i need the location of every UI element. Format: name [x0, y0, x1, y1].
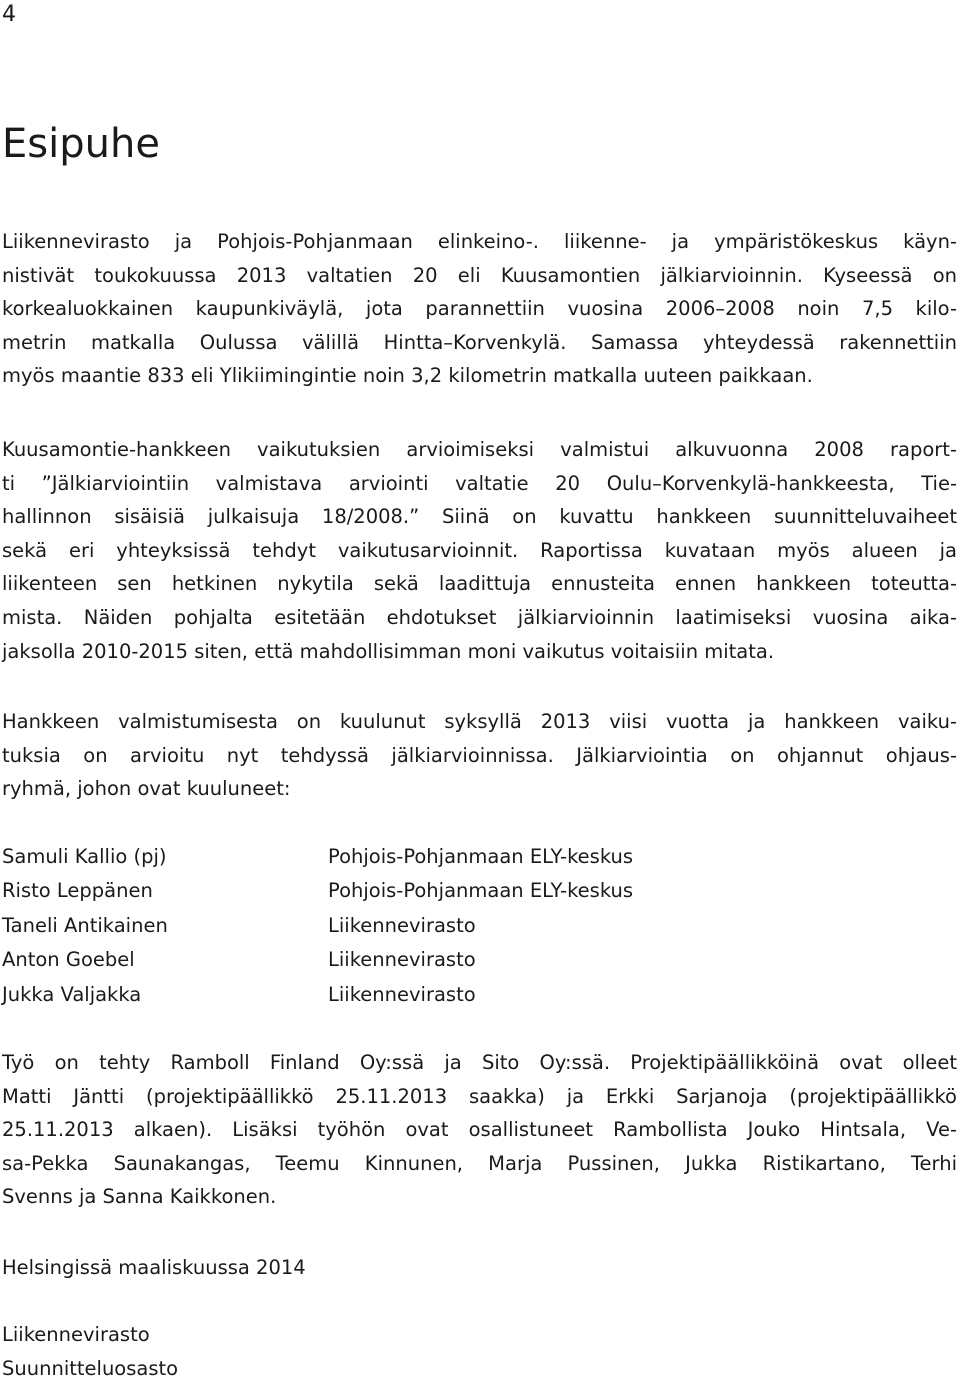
- text-line: jaksolla 2010-2015 siten, että mahdollisimman moni vaikutus voitaisiin mitata.: [2, 639, 775, 663]
- text-line: metrin matkalla Oulussa välillä Hintta–Korvenkylä. Samassa yhteydessä rakennettiin: [2, 330, 957, 354]
- text-line: sekä eri yhteyksissä tehdyt vaikutusarvioinnit. Raportissa kuvataan myös alueen ja: [2, 538, 957, 562]
- text-line: mista. Näiden pohjalta esitetään ehdotukset jälkiarvioinnin laatimiseksi vuosina aika-: [2, 605, 957, 629]
- text-line: Liikennevirasto ja Pohjois-Pohjanmaan elinkeino-. liikenne- ja ympäristökeskus käyn-: [2, 230, 957, 253]
- paragraph-report: [2, 433, 957, 668]
- text-line: sa-Pekka Saunakangas, Teemu Kinnunen, Marja Pussinen, Jukka Ristikartano, Terhi: [2, 1151, 957, 1175]
- paragraph-intro: [2, 225, 957, 393]
- text-line: Matti Jäntti (projektipäällikkö 25.11.2013 saakka) ja Erkki Sarjanoja (projektipäällikkö: [2, 1084, 957, 1108]
- paragraph-steering-group: [2, 705, 957, 806]
- page-number: 4: [2, 2, 16, 27]
- text-line: Svenns ja Sanna Kaikkonen.: [2, 1185, 277, 1209]
- text-line: ryhmä, johon ovat kuuluneet:: [2, 777, 291, 801]
- member-name: Jukka Valjakka: [2, 982, 142, 1006]
- member-name: Samuli Kallio (pj): [2, 845, 167, 868]
- member-organization: Liikennevirasto: [328, 948, 476, 972]
- steering-group-list: [2, 840, 957, 1012]
- place-date: Helsingissä maaliskuussa 2014: [2, 1256, 306, 1279]
- list-item: [2, 909, 957, 943]
- text-line: Työ on tehty Ramboll Finland Oy:ssä ja Sito Oy:ssä. Projektipäällikköinä ovat olleet: [2, 1051, 957, 1074]
- member-organization: Pohjois-Pohjanmaan ELY-keskus: [328, 879, 634, 903]
- signature-department: Suunnitteluosasto: [2, 1357, 179, 1380]
- member-name: Taneli Antikainen: [2, 913, 168, 937]
- member-name: Risto Leppänen: [2, 879, 153, 903]
- member-organization: Liikennevirasto: [328, 982, 476, 1006]
- text-line: Hankkeen valmistumisesta on kuulunut syksyllä 2013 viisi vuotta ja hankkeen vaiku-: [2, 710, 957, 733]
- text-line: liikenteen sen hetkinen nykytila sekä laadittuja ennusteita ennen hankkeen toteutta-: [2, 572, 957, 596]
- page-title: Esipuhe: [2, 121, 160, 167]
- signature-organization: Liikennevirasto: [2, 1323, 150, 1346]
- list-item: [2, 874, 957, 908]
- member-name: Anton Goebel: [2, 948, 135, 972]
- text-line: tuksia on arvioitu nyt tehdyssä jälkiarvioinnissa. Jälkiarviointia on ohjannut ohjaus-: [2, 743, 957, 767]
- text-line: 25.11.2013 alkaen). Lisäksi työhön ovat osallistuneet Rambollista Jouko Hintsala, Ve-: [2, 1118, 957, 1142]
- list-item: [2, 840, 957, 874]
- text-line: hallinnon sisäisiä julkaisuja 18/2008.” Siinä on kuvattu hankkeen suunnitteluvaiheet: [2, 505, 957, 529]
- text-line: ti ”Jälkiarviointiin valmistava arviointi valtatie 20 Oulu–Korvenkylä-hankkeesta, Tie-: [2, 471, 957, 495]
- list-item: [2, 943, 957, 977]
- text-line: myös maantie 833 eli Ylikiimingintie noin 3,2 kilometrin matkalla uuteen paikkaan.: [2, 364, 813, 388]
- text-line: Kuusamontie-hankkeen vaikutuksien arvioimiseksi valmistui alkuvuonna 2008 raport-: [2, 438, 957, 461]
- paragraph-consultants: [2, 1046, 957, 1214]
- list-item: [2, 978, 957, 1012]
- member-organization: Pohjois-Pohjanmaan ELY-keskus: [328, 845, 634, 868]
- text-line: korkealuokkainen kaupunkiväylä, jota parannettiin vuosina 2006–2008 noin 7,5 kilo-: [2, 297, 957, 321]
- text-line: nistivät toukokuussa 2013 valtatien 20 eli Kuusamontien jälkiarvioinnin. Kyseessä on: [2, 263, 957, 287]
- member-organization: Liikennevirasto: [328, 913, 476, 937]
